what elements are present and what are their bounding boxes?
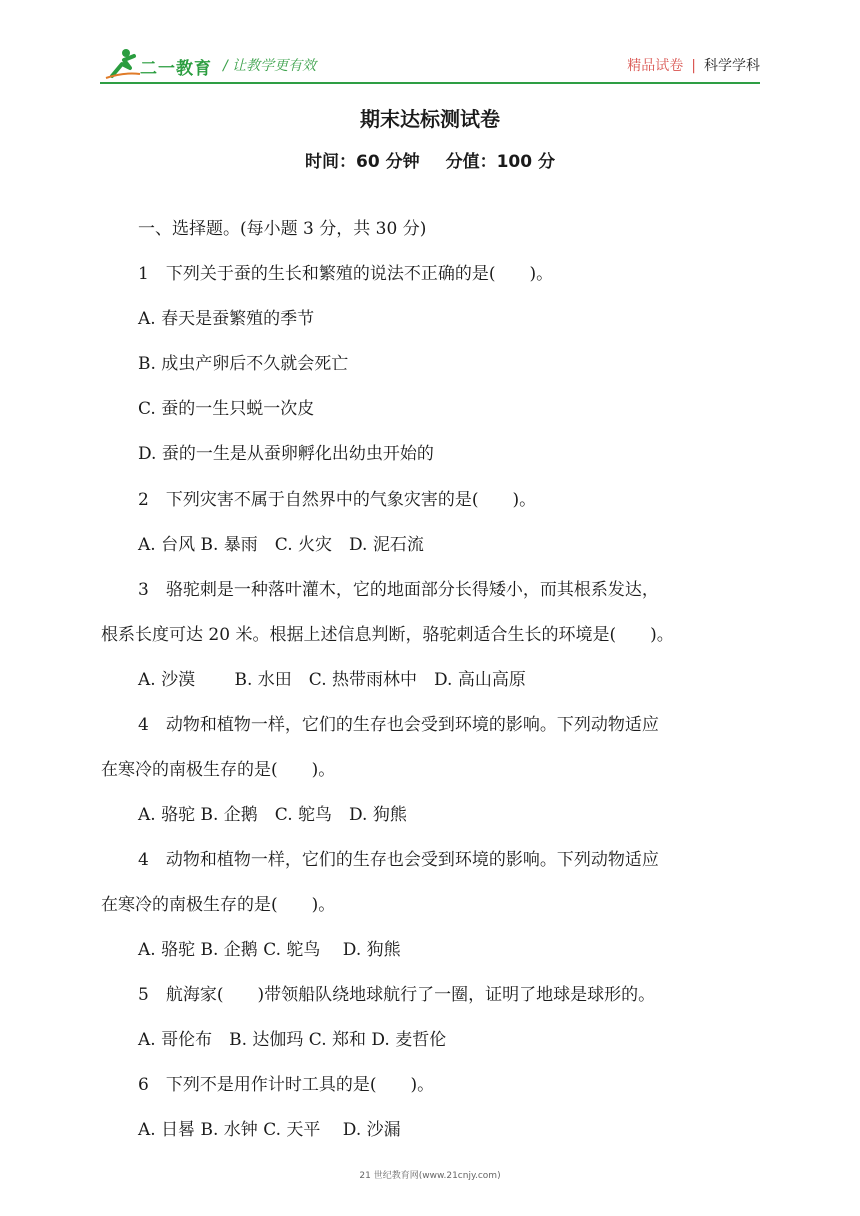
header-right-labels xyxy=(627,55,760,75)
header-separator: | xyxy=(691,58,696,74)
logo-text: 二一教育 xyxy=(140,59,212,79)
exam-info xyxy=(0,147,860,172)
question-4-repeat: 4 动物和植物一样，它们的生存也会受到环境的影响。下列动物适应 xyxy=(138,850,659,870)
exam-time: 时间：60 分钟 xyxy=(305,152,420,172)
exam-score: 分值：100 分 xyxy=(445,152,555,172)
page-header xyxy=(0,0,860,90)
page-footer: 21 世纪教育网(www.21cnjy.com) xyxy=(359,1171,501,1181)
question-4: 4 动物和植物一样，它们的生存也会受到环境的影响。下列动物适应 xyxy=(138,715,659,735)
question-4-options: A. 骆驼 B. 企鹅 C. 鸵鸟 D. 狗熊 xyxy=(138,805,407,825)
question-4-continued: 在寒冷的南极生存的是( )。 xyxy=(101,760,336,780)
question-5-options: A. 哥伦布 B. 达伽玛 C. 郑和 D. 麦哲伦 xyxy=(138,1030,447,1050)
header-slogan: / 让教学更有效 xyxy=(223,58,317,74)
question-3: 3 骆驼刺是一种落叶灌木，它的地面部分长得矮小，而其根系发达， xyxy=(138,580,659,600)
question-6: 6 下列不是用作计时工具的是( )。 xyxy=(138,1075,435,1095)
exam-title: 期末达标测试卷 xyxy=(360,107,500,131)
question-1: 1 下列关于蚕的生长和繁殖的说法不正确的是( )。 xyxy=(138,264,554,284)
question-2-options: A. 台风 B. 暴雨 C. 火灾 D. 泥石流 xyxy=(138,535,424,555)
question-1-option-d: D. 蚕的一生是从蚕卵孵化出幼虫开始的 xyxy=(138,444,434,464)
question-3-continued: 根系长度可达 20 米。根据上述信息判断，骆驼刺适合生长的环境是( )。 xyxy=(101,625,674,645)
question-5: 5 航海家( )带领船队绕地球航行了一圈，证明了地球是球形的。 xyxy=(138,985,656,1005)
section-heading: 一、选择题。(每小题 3 分，共 30 分) xyxy=(138,219,427,239)
subject-label: 科学学科 xyxy=(704,58,760,74)
question-1-option-a: A. 春天是蚕繁殖的季节 xyxy=(138,309,315,329)
question-4-repeat-continued: 在寒冷的南极生存的是( )。 xyxy=(101,895,336,915)
header-divider xyxy=(100,82,760,84)
question-6-options: A. 日晷 B. 水钟 C. 天平 D. 沙漏 xyxy=(138,1120,401,1140)
quality-label: 精品试卷 xyxy=(627,58,684,74)
question-3-options: A. 沙漠 B. 水田 C. 热带雨林中 D. 高山高原 xyxy=(138,670,526,690)
question-2: 2 下列灾害不属于自然界中的气象灾害的是( )。 xyxy=(138,490,537,510)
question-1-option-b: B. 成虫产卵后不久就会死亡 xyxy=(138,354,349,374)
question-1-option-c: C. 蚕的一生只蜕一次皮 xyxy=(138,399,315,419)
question-4-repeat-options: A. 骆驼 B. 企鹅 C. 鸵鸟 D. 狗熊 xyxy=(138,940,401,960)
